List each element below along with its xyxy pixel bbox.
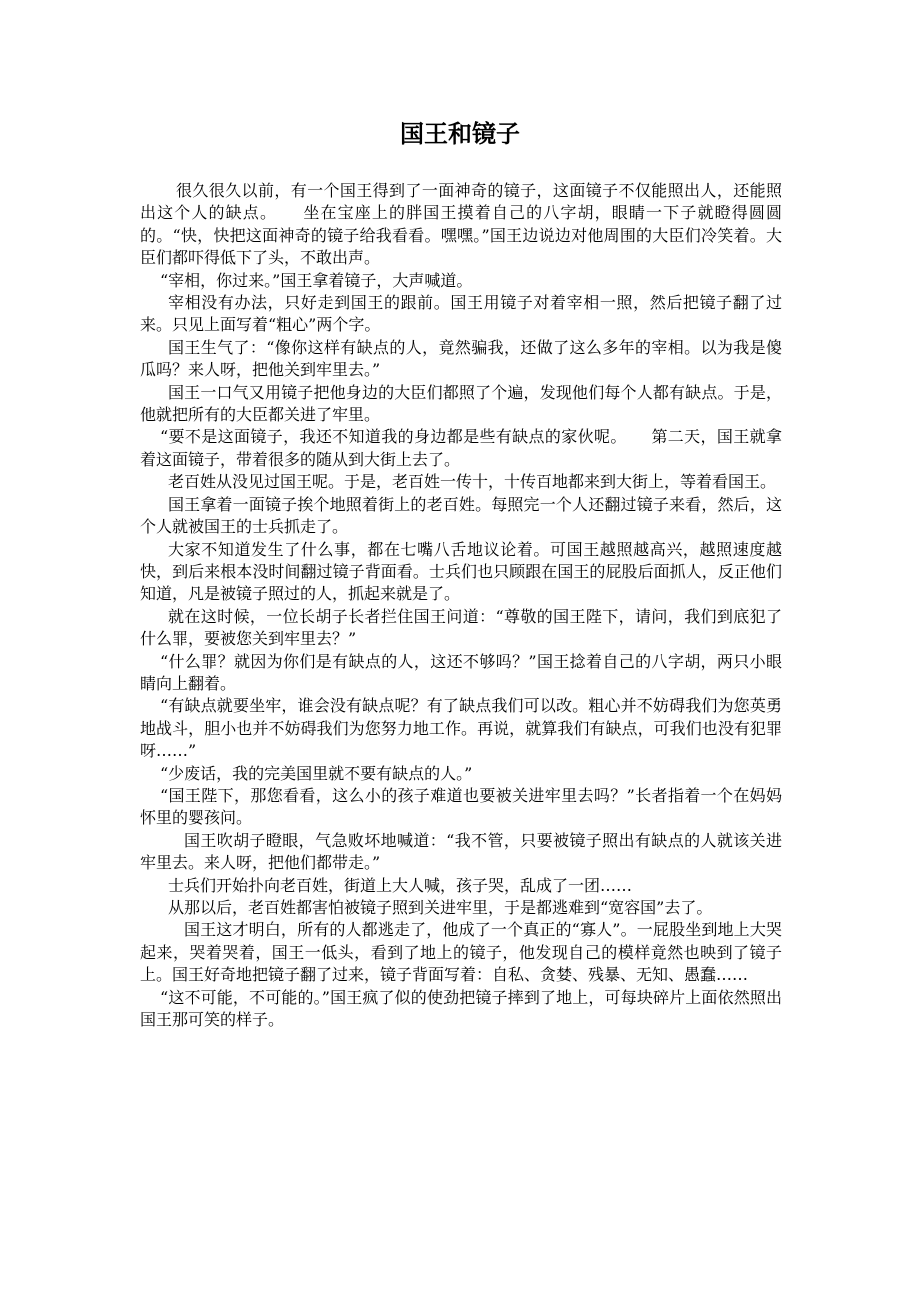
- paragraph-19: “这不可能，不可能的。”国王疯了似的使劲把镜子摔到了地上，可每块碎片上面依然照出国王那可笑的样子。: [140, 987, 782, 1030]
- paragraph-3: 宰相没有办法，只好走到国王的跟前。国王用镜子对着宰相一照，然后把镜子翻了过来。只见上面写着“粗心”两个字。: [140, 293, 782, 335]
- paragraph-8: 国王拿着一面镜子挨个地照着街上的老百姓。每照完一个人还翻过镜子来看，然后，这个人就被国王的士兵抓走了。: [140, 494, 782, 537]
- document-title: 国王和镜子: [400, 120, 520, 148]
- paragraph-1: 很久很久以前，有一个国王得到了一面神奇的镜子，这面镜子不仅能照出人，还能照出这个人的缺点。 坐在宝座上的胖国王摸着自己的八字胡，眼睛一下子就瞪得圆圆的。“快，快把这面神奇的镜子给我看看。嘿嘿。”国王边说边对他周围的大臣们冷笑着。大臣们都吓得低下了头，不敢出声。: [140, 181, 782, 268]
- paragraph-15: 国王吹胡子瞪眼，气急败坏地喊道：“我不管，只要被镜子照出有缺点的人就该关进牢里去。来人呀，把他们都带走。”: [140, 830, 782, 873]
- paragraph-6: “要不是这面镜子，我还不知道我的身边都是些有缺点的家伙呢。 第二天，国王就拿着这面镜子，带着很多的随从到大街上去了。: [140, 427, 782, 469]
- paragraph-11: “什么罪？就因为你们是有缺点的人，这还不够吗？”国王捻着自己的八字胡，两只小眼睛向上翻着。: [140, 651, 782, 693]
- story-body: [140, 180, 782, 1031]
- paragraph-9: 大家不知道发生了什么事，都在七嘴八舌地议论着。可国王越照越高兴，越照速度越快，到后来根本没时间翻过镜子背面看。士兵们也只顾跟在国王的屁股后面抓人，反正他们知道，凡是被镜子照过的人，抓起来就是了。: [140, 539, 782, 604]
- paragraph-7: 老百姓从没见过国王呢。于是，老百姓一传十，十传百地都来到大街上，等着看国王。: [168, 472, 777, 492]
- paragraph-13: “少废话，我的完美国里就不要有缺点的人。”: [160, 763, 473, 783]
- paragraph-18: 国王这才明白，所有的人都逃走了，他成了一个真正的“寡人”。一屁股坐到地上大哭起来，哭着哭着，国王一低头，看到了地上的镜子，他发现自己的模样竟然也映到了镜子上。国王好奇地把镜子翻了过来，镜子背面写着：自私、贪婪、残暴、无知、愚蠢……: [140, 920, 782, 985]
- paragraph-17: 从那以后，老百姓都害怕被镜子照到关进牢里，于是都逃难到“宽容国”去了。: [168, 898, 713, 917]
- paragraph-10: 就在这时候，一位长胡子长者拦住国王问道：“尊敬的国王陛下，请问，我们到底犯了什么罪，要被您关到牢里去？”: [140, 606, 782, 649]
- paragraph-12: “有缺点就要坐牢，谁会没有缺点呢？有了缺点我们可以改。粗心并不妨碍我们为您英勇地战斗，胆小也并不妨碍我们为您努力地工作。再说，就算我们有缺点，可我们也没有犯罪呀……”: [140, 696, 782, 761]
- paragraph-14: “国王陛下，那您看看，这么小的孩子难道也要被关进牢里去吗？”长者指着一个在妈妈怀里的婴孩问。: [140, 785, 782, 828]
- paragraph-16: 士兵们开始扑向老百姓，街道上大人喊，孩子哭，乱成了一团……: [168, 875, 633, 895]
- paragraph-2: “宰相，你过来。”国王拿着镜子，大声喊道。: [160, 270, 473, 290]
- paragraph-5: 国王一口气又用镜子把他身边的大臣们都照了个遍，发现他们每个人都有缺点。于是，他就把所有的大臣都关进了牢里。: [140, 382, 782, 425]
- paragraph-4: 国王生气了：“像你这样有缺点的人，竟然骗我，还做了这么多年的宰相。以为我是傻瓜吗？来人呀，把他关到牢里去。”: [140, 337, 782, 380]
